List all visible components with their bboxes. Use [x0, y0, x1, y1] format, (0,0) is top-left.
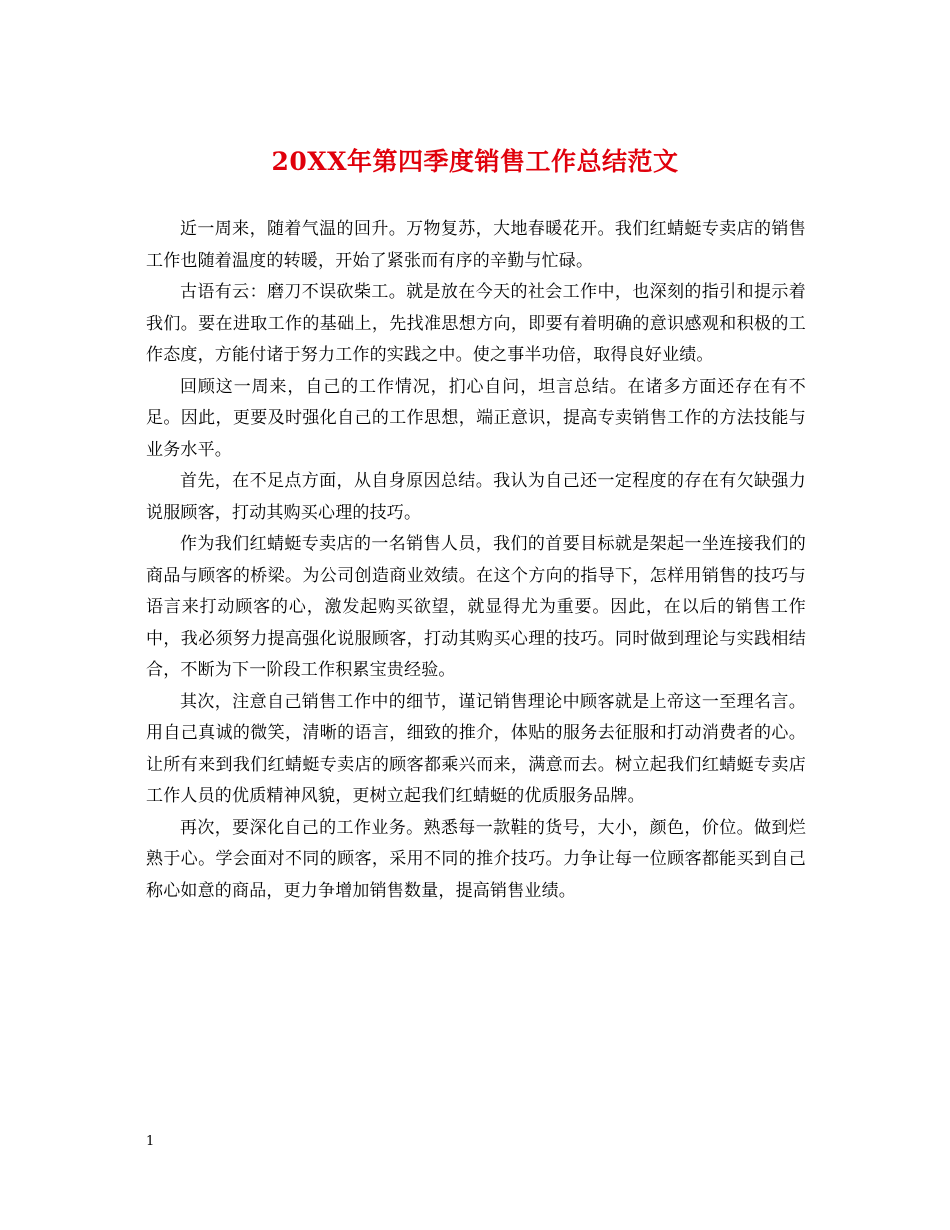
document-title: 20XX年第四季度销售工作总结范文 [271, 147, 679, 176]
paragraph-2: 古语有云：磨刀不误砍柴工。就是放在今天的社会工作中，也深刻的指引和提示着我们。要在进取工作的基础上，先找准思想方向，即要有着明确的意识感观和积极的工作态度，方能付诸于努力工作的实践之中。使之事半功倍，取得良好业绩。 [146, 282, 806, 365]
paragraph-7: 再次，要深化自己的工作业务。熟悉每一款鞋的货号，大小，颜色，价位。做到烂熟于心。学会面对不同的顾客，采用不同的推介技巧。力争让每一位顾客都能买到自己称心如意的商品，更力争增加销售数量，提高销售业绩。 [146, 817, 806, 901]
paragraph-1: 近一周来，随着气温的回升。万物复苏，大地春暖花开。我们红蜻蜓专卖店的销售工作也随着温度的转暖，开始了紧张而有序的辛勤与忙碌。 [146, 219, 806, 271]
paragraph-3: 回顾这一周来，自己的工作情况，扪心自问，坦言总结。在诸多方面还存在有不足。因此，更要及时强化自己的工作思想，端正意识，提高专卖销售工作的方法技能与业务水平。 [146, 376, 806, 460]
paragraph-6: 其次，注意自己销售工作中的细节，谨记销售理论中顾客就是上帝这一至理名言。用自己真诚的微笑，清晰的语言，细致的推介，体贴的服务去征服和打动消费者的心。让所有来到我们红蜻蜓专卖店的顾客都乘兴而来，满意而去。树立起我们红蜻蜓专卖店工作人员的优质精神风貌，更树立起我们红蜻蜓的优质服务品牌。 [146, 691, 806, 806]
document-body [146, 214, 806, 907]
paragraph-4: 首先，在不足点方面，从自身原因总结。我认为自己还一定程度的存在有欠缺强力说服顾客，打动其购买心理的技巧。 [146, 471, 806, 523]
paragraph-5: 作为我们红蜻蜓专卖店的一名销售人员，我们的首要目标就是架起一坐连接我们的商品与顾客的桥梁。为公司创造商业效绩。在这个方向的指导下，怎样用销售的技巧与语言来打动顾客的心，激发起购买欲望，就显得尤为重要。因此，在以后的销售工作中，我必须努力提高强化说服顾客，打动其购买心理的技巧。同时做到理论与实践相结合，不断为下一阶段工作积累宝贵经验。 [146, 534, 806, 680]
page-number: 1 [146, 1134, 155, 1149]
